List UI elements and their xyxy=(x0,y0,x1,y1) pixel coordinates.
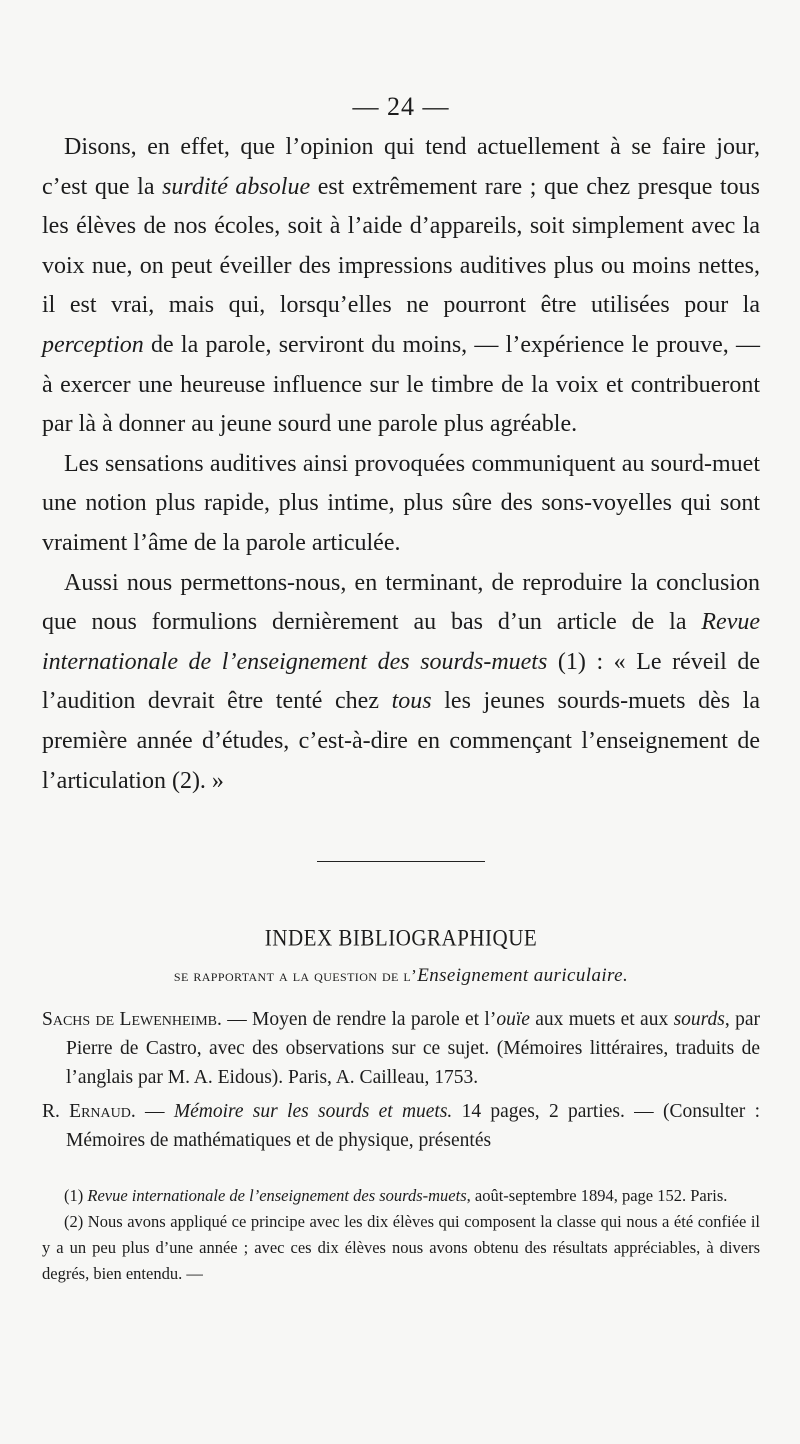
section-divider xyxy=(317,861,485,862)
paragraph-3-italic-revue: Revue internationale de l’enseignement des sourds-muets xyxy=(42,609,760,675)
paragraph-3-text-e: les jeunes sourds-muets dès la première année d’études, c’est-à-dire en commençant l’enseignement de l’articulation (2). » xyxy=(42,688,760,794)
entry-1-text-c: aux muets et aux xyxy=(529,1009,674,1031)
body-text xyxy=(42,128,760,801)
paragraph-3 xyxy=(42,564,760,802)
bibliography-entry xyxy=(42,1005,760,1092)
entry-1-text-a: — Moyen de rendre la parole et l’ xyxy=(221,1009,497,1031)
entry-2-italic-title: Mémoire sur les sourds et muets. xyxy=(173,1101,453,1123)
entry-1-italic-sourds: sourds xyxy=(673,1009,725,1031)
entry-1-text-e: , par Pierre de Castro, avec des observations sur ce sujet. (Mémoires littéraires, traduits de l’anglais par M. A. Eidous). Paris, A. Cailleau, 1753. xyxy=(66,1009,760,1089)
footnote-1-text: , août-septembre 1894, page 152. Paris. xyxy=(466,1186,728,1206)
page-number: — 24 — xyxy=(352,92,450,121)
paragraph-1-text-c: est extrêmement rare ; que chez presque tous les élèves de nos écoles, soit à l’aide d’appareils, soit simplement avec la voix nue, on peut éveiller des impressions auditives plus ou moins nettes, il est vrai, mais qui, lorsqu’elles ne pourront être utilisées pour la xyxy=(42,173,760,319)
paragraph-1-italic-perception: perception xyxy=(42,331,144,358)
footnote-2: (2) Nous avons appliqué ce principe avec les dix élèves qui composent la classe qui nous a été confiée il y a un peu plus d’une année ; avec ces dix élèves nous avons obtenu des résultats appréciables, à divers degrés, bien entendu. — xyxy=(42,1212,760,1284)
footnote-1-italic: Revue internationale de l’enseignement des sourds-muets xyxy=(87,1186,467,1206)
paragraph-3-text-c: (1) : « Le réveil de l’audition devrait être tenté chez xyxy=(42,648,760,715)
paragraph-1 xyxy=(42,128,760,445)
paragraph-1-text-a: Disons, en effet, que l’opinion qui tend actuellement à se faire jour, c’est que la xyxy=(42,134,760,200)
paragraph-1-italic-surdite: surdité absolue xyxy=(162,173,311,200)
index-title: INDEX BIBLIOGRAPHIQUE xyxy=(264,925,538,952)
footnote-1 xyxy=(42,1183,760,1209)
entry-1-italic-ouie: ouïe xyxy=(496,1009,530,1031)
entry-author: Sachs de Lewenheimb. xyxy=(42,1009,222,1031)
index-subtitle-italic: Enseignement auriculaire. xyxy=(417,965,629,987)
bibliography-entry xyxy=(42,1097,760,1155)
paragraph-1-text-e: de la parole, serviront du moins, — l’expérience le prouve, — à exercer une heureuse influence sur le timbre de la voix et contribueront par là à donner au jeune sourd une parole plus agréable. xyxy=(42,331,760,438)
entry-2-text-a: — xyxy=(135,1101,174,1123)
paragraph-3-italic-tous: tous xyxy=(391,688,432,715)
paragraph-2: Les sensations auditives ainsi provoquées communiquent au sourd-muet une notion plus rapide, plus intime, plus sûre des sons-voyelles qui sont vraiment l’âme de la parole articulée. xyxy=(42,450,760,556)
entry-2-text-c: 14 pages, 2 parties. — (Consulter : Mémoires de mathématiques et de physique, présentés xyxy=(66,1101,760,1152)
footnote-1-marker: (1) xyxy=(64,1186,88,1206)
entry-author: R. Ernaud. xyxy=(42,1101,136,1123)
index-subtitle-prefix: se rapportant a la question de l’ xyxy=(173,966,418,986)
footnotes xyxy=(42,1183,760,1287)
paragraph-3-text-a: Aussi nous permettons-nous, en terminant, de reproduire la conclusion que nous formulions dernièrement au bas d’un article de la xyxy=(42,569,760,636)
bibliography-list xyxy=(42,1005,760,1155)
index-subtitle xyxy=(42,965,760,987)
